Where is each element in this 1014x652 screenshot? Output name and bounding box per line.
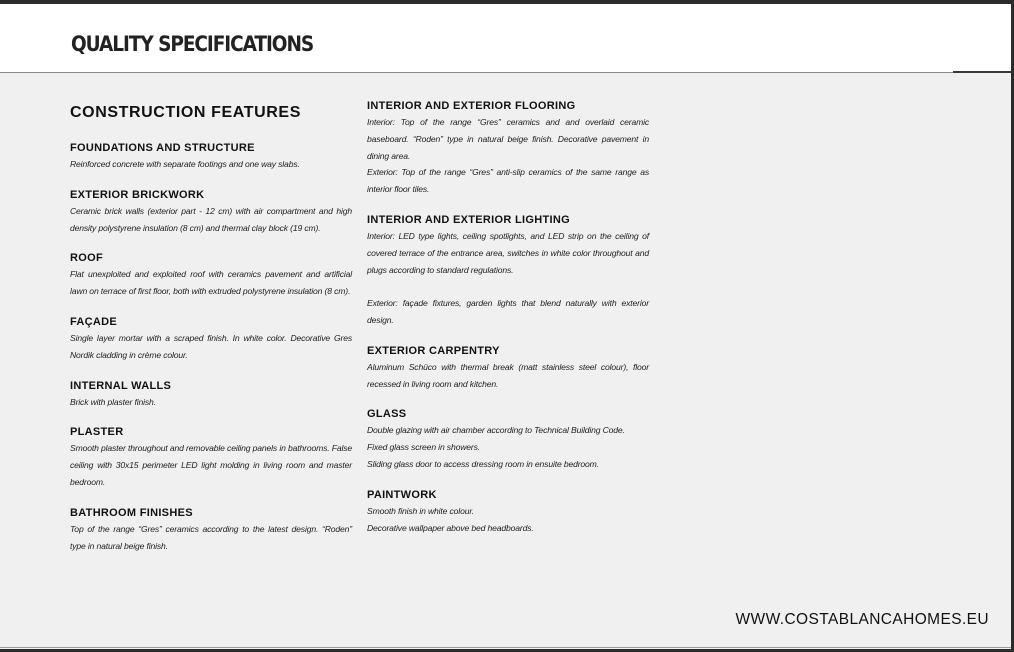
spec-description: Smooth finish in white colour. bbox=[367, 505, 474, 516]
spec-title: EXTERIOR CARPENTRY bbox=[367, 344, 500, 357]
spec-title: PAINTWORK bbox=[367, 488, 437, 501]
spec-roof bbox=[70, 252, 352, 300]
spec-paintwork bbox=[367, 489, 649, 537]
spec-description: Ceramic brick walls (exterior part - 12 cm) with air compartment and high density polystyrene insulation (8 cm) and thermal clay block (19 cm). bbox=[70, 205, 352, 233]
spec-title: ROOF bbox=[70, 252, 103, 265]
spec-exterior-carpentry bbox=[367, 345, 649, 393]
bottom-divider bbox=[0, 647, 1011, 648]
right-column bbox=[367, 100, 649, 552]
spec-interior-and-exterior-flooring bbox=[367, 100, 649, 198]
spec-bathroom-finishes bbox=[70, 507, 352, 555]
spec-description: Double glazing with air chamber according to Technical Building Code. bbox=[367, 425, 625, 436]
spec-title: BATHROOM FINISHES bbox=[70, 506, 193, 519]
spec-internal-walls bbox=[70, 380, 352, 411]
spec-title: EXTERIOR BRICKWORK bbox=[70, 188, 205, 201]
right-spec-list bbox=[367, 100, 649, 536]
spec-title: FOUNDATIONS AND STRUCTURE bbox=[70, 142, 255, 154]
spec-description: Aluminum Schüco with thermal break (matt stainless steel colour), floor recessed in living room and kitchen. bbox=[367, 361, 649, 389]
document-page bbox=[0, 4, 1011, 649]
left-spec-list bbox=[70, 142, 352, 554]
spec-description: Decorative wallpaper above bed headboards. bbox=[367, 522, 534, 533]
spec-description: Exterior: Top of the range “Gres” anti-slip ceramics of the same range as interior floor tiles. bbox=[367, 167, 649, 195]
spec-description: Single layer mortar with a scraped finish. In white color. Decorative Gres Nordik cladding in crème colour. bbox=[70, 332, 352, 360]
construction-features-heading: CONSTRUCTION FEATURES bbox=[70, 104, 301, 121]
spec-description: Interior: Top of the range “Gres” ceramics and and overlaid ceramic baseboard. “Roden” type in natural beige finish. Decorative pavement in dining area. bbox=[367, 117, 649, 161]
spec-description: Reinforced concrete with separate footings and one way slabs. bbox=[70, 159, 300, 169]
spec-title: FAÇADE bbox=[70, 315, 118, 328]
spec-description: Fixed glass screen in showers. bbox=[367, 442, 480, 453]
spec-description: Smooth plaster throughout and removable ceiling panels in bathrooms. False ceiling with 30x15 perimeter LED light molding in living room and master bedroom. bbox=[70, 443, 352, 487]
spec-title: GLASS bbox=[367, 408, 407, 421]
website-url: WWW.COSTABLANCAHOMES.EU bbox=[735, 611, 989, 628]
spec-foundations-and-structure bbox=[70, 142, 352, 173]
spec-glass bbox=[367, 408, 649, 472]
page-header bbox=[0, 4, 1011, 73]
spec-title: INTERNAL WALLS bbox=[70, 379, 172, 392]
spec-title: INTERIOR AND EXTERIOR LIGHTING bbox=[367, 213, 570, 226]
spec-spacer bbox=[367, 278, 649, 295]
spec-title: PLASTER bbox=[70, 426, 124, 439]
header-accent-line bbox=[953, 71, 1011, 73]
left-column bbox=[70, 100, 352, 570]
spec-description: Interior: LED type lights, ceiling spotlights, and LED strip on the ceiling of covered terrace of the entrance area, switches in white color throughout and plugs according to standard regulations. bbox=[367, 230, 649, 275]
spec-title: INTERIOR AND EXTERIOR FLOORING bbox=[367, 100, 576, 112]
spec-exterior-brickwork bbox=[70, 189, 352, 237]
spec-description: Exterior: façade fixtures, garden lights that blend naturally with exterior design. bbox=[367, 298, 649, 325]
spec-interior-and-exterior-lighting bbox=[367, 214, 649, 329]
spec-description: Sliding glass door to access dressing room in ensuite bedroom. bbox=[367, 458, 599, 469]
spec-facade bbox=[70, 316, 352, 364]
page-title: QUALITY SPECIFICATIONS bbox=[71, 32, 314, 56]
spec-description: Brick with plaster finish. bbox=[70, 396, 156, 407]
spec-description: Flat unexploited and exploited roof with ceramics pavement and artificial lawn on terrace of first floor, both with extruded polystyrene insulation (8 cm). bbox=[70, 269, 352, 297]
spec-description: Top of the range “Gres” ceramics according to the latest design. “Roden” type in natural beige finish. bbox=[70, 523, 352, 551]
spec-plaster bbox=[70, 426, 352, 490]
